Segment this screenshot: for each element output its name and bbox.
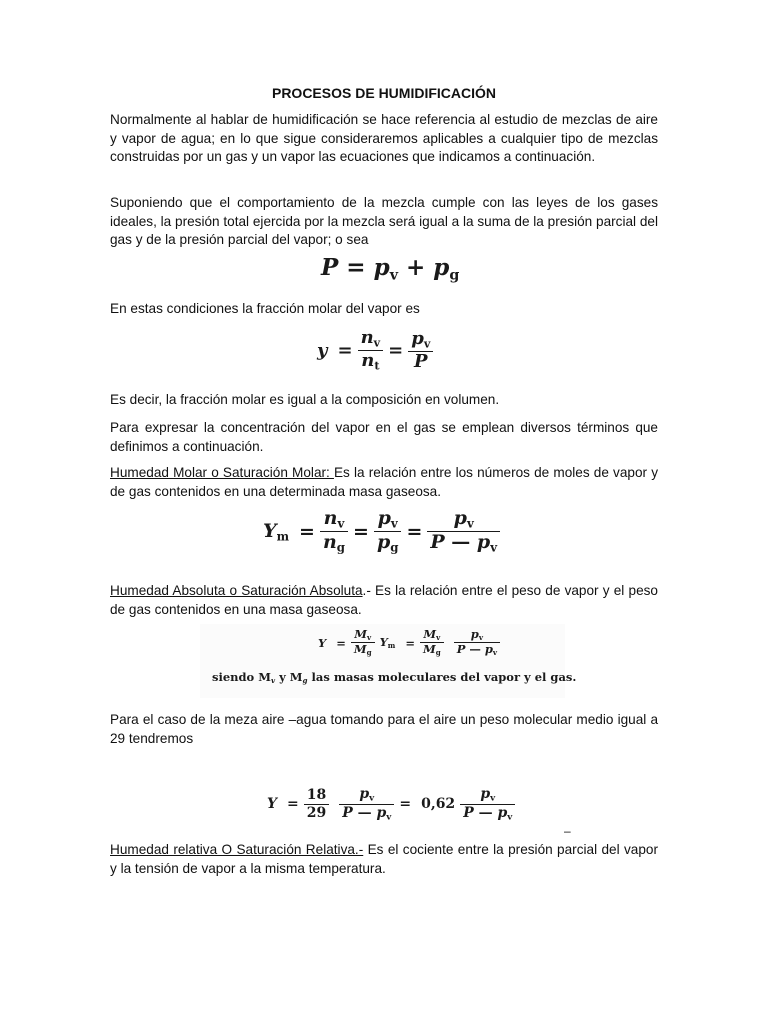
absolute-humidity-term: Humedad Absoluta o Saturación Absoluta <box>110 583 363 598</box>
molar-fraction-paragraph: En estas condiciones la fracción molar del vapor es <box>110 301 420 316</box>
document-title: PROCESOS DE HUMIDIFICACIÓN <box>271 85 496 101</box>
molar-humidity-definition: Es la relación entre los números de moles de vapor y de gas contenidos en una determinada masa gaseosa. <box>110 465 658 499</box>
absolute-humidity-equation: Y = $\frac{M_v}{M_g}$ $Y_m$ = $\frac{M_v}{M_g}$ $\frac{p_v}{P — p_v}$ <box>313 628 500 658</box>
air-water-paragraph: Para el caso de la meza aire –agua tomando para el aire un peso molecular medio igual a 29 tendremos <box>110 712 658 746</box>
stray-mark: – <box>564 824 571 838</box>
molecular-mass-note: siendo $M_v$ y $M_g$ las masas moleculares del vapor y el gas. <box>212 670 577 686</box>
molar-humidity-paragraph <box>110 464 658 501</box>
absolute-humidity-paragraph <box>110 582 658 619</box>
relative-humidity-term: Humedad relativa O Saturación Relativa.- <box>110 842 364 857</box>
absolute-humidity-definition: .- Es la relación entre el peso de vapor y el peso de gas contenidos en una masa gaseosa. <box>110 583 658 617</box>
relative-humidity-definition: Es el cociente entre la presión parcial del vapor y la tensión de vapor a la misma temperatura. <box>110 842 658 876</box>
volume-composition-paragraph: Es decir, la fracción molar es igual a la composición en volumen. <box>110 392 500 407</box>
ideal-gas-paragraph: Suponiendo que el comportamiento de la mezcla cumple con las leyes de los gases ideales, la presión total ejercida por la mezcla será igual a la suma de la presión parcial del gas y de la presión parcial del vapor; o sea <box>110 195 658 248</box>
molar-humidity-term: Humedad Molar o Saturación Molar: <box>110 465 334 480</box>
molar-humidity-equation: $Y_m$ = $\frac{n_v}{n_g}$ = $\frac{p_v}{p_g}$ = $\frac{p_v}{P — p_v}$ <box>258 508 500 555</box>
total-pressure-equation: $P = p_v + p_g$ <box>321 254 460 284</box>
air-water-equation: Y = $\frac{18}{29}$ $\frac{p_v}{P — p_v}$ = 0,62 $\frac{p_v}{P — p_v}$ <box>262 786 515 822</box>
intro-paragraph: Normalmente al hablar de humidificación se hace referencia al estudio de mezclas de aire y vapor de agua; en lo que sigue consideraremos aplicables a cualquier tipo de mezclas construidas por un gas y un vapor las ecuaciones que indicamos a continuación. <box>110 112 658 165</box>
concentration-paragraph: Para expresar la concentración del vapor en el gas se emplean diversos términos que definimos a continuación. <box>110 420 658 454</box>
relative-humidity-paragraph <box>110 841 658 878</box>
molar-fraction-equation: y = $\frac{n_v}{n_t}$ = $\frac{p_v}{P}$ <box>312 328 433 373</box>
